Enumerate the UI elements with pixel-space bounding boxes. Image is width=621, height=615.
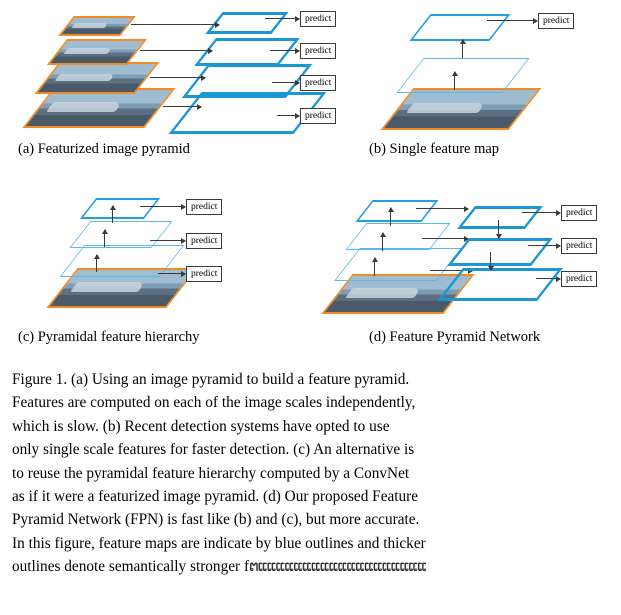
image-map-b bbox=[397, 88, 525, 130]
predict-box-d2: predict bbox=[561, 238, 597, 254]
panel-a bbox=[0, 0, 350, 160]
feature-map-a2 bbox=[205, 38, 289, 66]
panel-d bbox=[350, 190, 621, 350]
arrow-a4-predict bbox=[277, 115, 299, 116]
top-down-map-d3 bbox=[450, 268, 550, 301]
predict-box-c2: predict bbox=[186, 233, 222, 249]
feature-map-b1 bbox=[420, 14, 500, 41]
top-down-map-d2 bbox=[458, 238, 542, 266]
arrow-d-up-3 bbox=[390, 208, 391, 226]
arrow-a2-predict bbox=[270, 50, 299, 51]
caption-line-1: Figure 1. (a) Using an image pyramid to build a feature pyramid. bbox=[12, 371, 410, 388]
arrow-b-predict bbox=[487, 20, 537, 21]
arrow-c-up-2 bbox=[104, 230, 105, 247]
panel-b-caption: (b) Single feature map bbox=[369, 141, 500, 157]
predict-box-b1: predict bbox=[538, 13, 574, 29]
arrow-d-up-2 bbox=[382, 233, 383, 251]
arrow-d-down-2 bbox=[490, 252, 491, 270]
arrow-d-down-1 bbox=[498, 220, 499, 238]
panel-d-caption: (d) Feature Pyramid Network bbox=[369, 329, 541, 345]
image-map-a3 bbox=[47, 62, 147, 94]
feature-map-b2 bbox=[410, 58, 516, 93]
predict-box-a2: predict bbox=[300, 43, 336, 59]
feature-map-d3 bbox=[347, 248, 449, 281]
panel-a-caption: (a) Featurized image pyramid bbox=[18, 141, 190, 157]
caption-line-3: which is slow. (b) Recent detection systems have opted to use bbox=[12, 417, 390, 435]
arrow-a2 bbox=[140, 50, 212, 51]
arrow-d3-predict bbox=[536, 278, 560, 279]
arrow-a1-predict bbox=[265, 18, 299, 19]
feature-map-c1 bbox=[88, 198, 152, 219]
predict-box-d3: predict bbox=[561, 271, 597, 287]
feature-map-a3 bbox=[195, 64, 299, 98]
top-down-map-d1 bbox=[466, 206, 534, 229]
arrow-c-up-3 bbox=[112, 206, 113, 223]
feature-map-d1 bbox=[364, 200, 430, 222]
predict-box-c3: predict bbox=[186, 266, 222, 282]
caption-last-line-prefix: outlines denote semantically stronger f bbox=[12, 558, 250, 576]
feature-map-a4 bbox=[185, 92, 310, 134]
arrow-b-up-2 bbox=[462, 40, 463, 58]
arrow-a3 bbox=[150, 77, 205, 78]
arrow-b-up-1 bbox=[454, 72, 455, 90]
arrow-d-up-1 bbox=[374, 258, 375, 276]
caption-line-4: only single scale features for faster detection. (c) An alternative is bbox=[12, 441, 415, 459]
image-map-a2 bbox=[57, 39, 137, 65]
predict-box-d1: predict bbox=[561, 205, 597, 221]
arrow-a3-predict bbox=[272, 82, 299, 83]
arrow-c2-predict bbox=[150, 240, 185, 241]
caption-line-5: to reuse the pyramidal feature hierarchy computed by a ConvNet bbox=[12, 464, 410, 482]
panel-c-caption: (c) Pyramidal feature hierarchy bbox=[18, 329, 200, 345]
panel-b bbox=[350, 0, 621, 160]
caption-line-7: Pyramid Network (FPN) is fast like (b) and (c), but more accurate. bbox=[12, 511, 420, 529]
caption-line-8: In this figure, feature maps are indicate by blue outlines and thicker bbox=[12, 534, 426, 552]
caption-line-6: as if it were a featurized image pyramid. (d) Our proposed Feature bbox=[12, 488, 419, 506]
panel-c bbox=[0, 190, 350, 350]
arrow-d-lateral-1 bbox=[416, 208, 468, 209]
caption-line-2: Features are computed on each of the image scales independently, bbox=[12, 394, 416, 412]
figure-caption bbox=[12, 368, 610, 579]
feature-map-a1 bbox=[214, 12, 280, 34]
arrow-c1-predict bbox=[140, 206, 185, 207]
arrow-a4 bbox=[163, 106, 201, 107]
arrow-d1-predict bbox=[522, 212, 560, 213]
image-map-a1 bbox=[66, 16, 128, 36]
predict-box-a4: predict bbox=[300, 108, 336, 124]
arrow-a1 bbox=[131, 24, 219, 25]
predict-box-c1: predict bbox=[186, 199, 222, 215]
caption-last-line-garbled: ຕແແແແແແແແແແແແແແແແແແແ bbox=[249, 558, 426, 576]
feature-map-d2 bbox=[356, 223, 440, 250]
predict-box-a1: predict bbox=[300, 11, 336, 27]
image-map-a4 bbox=[38, 88, 160, 128]
arrow-d2-predict bbox=[528, 245, 560, 246]
caption-line-9 bbox=[12, 555, 610, 578]
feature-map-c2 bbox=[80, 221, 162, 248]
arrow-c3-predict bbox=[158, 273, 185, 274]
feature-map-c3 bbox=[72, 245, 172, 277]
arrow-c-up-1 bbox=[96, 255, 97, 272]
predict-box-a3: predict bbox=[300, 75, 336, 91]
